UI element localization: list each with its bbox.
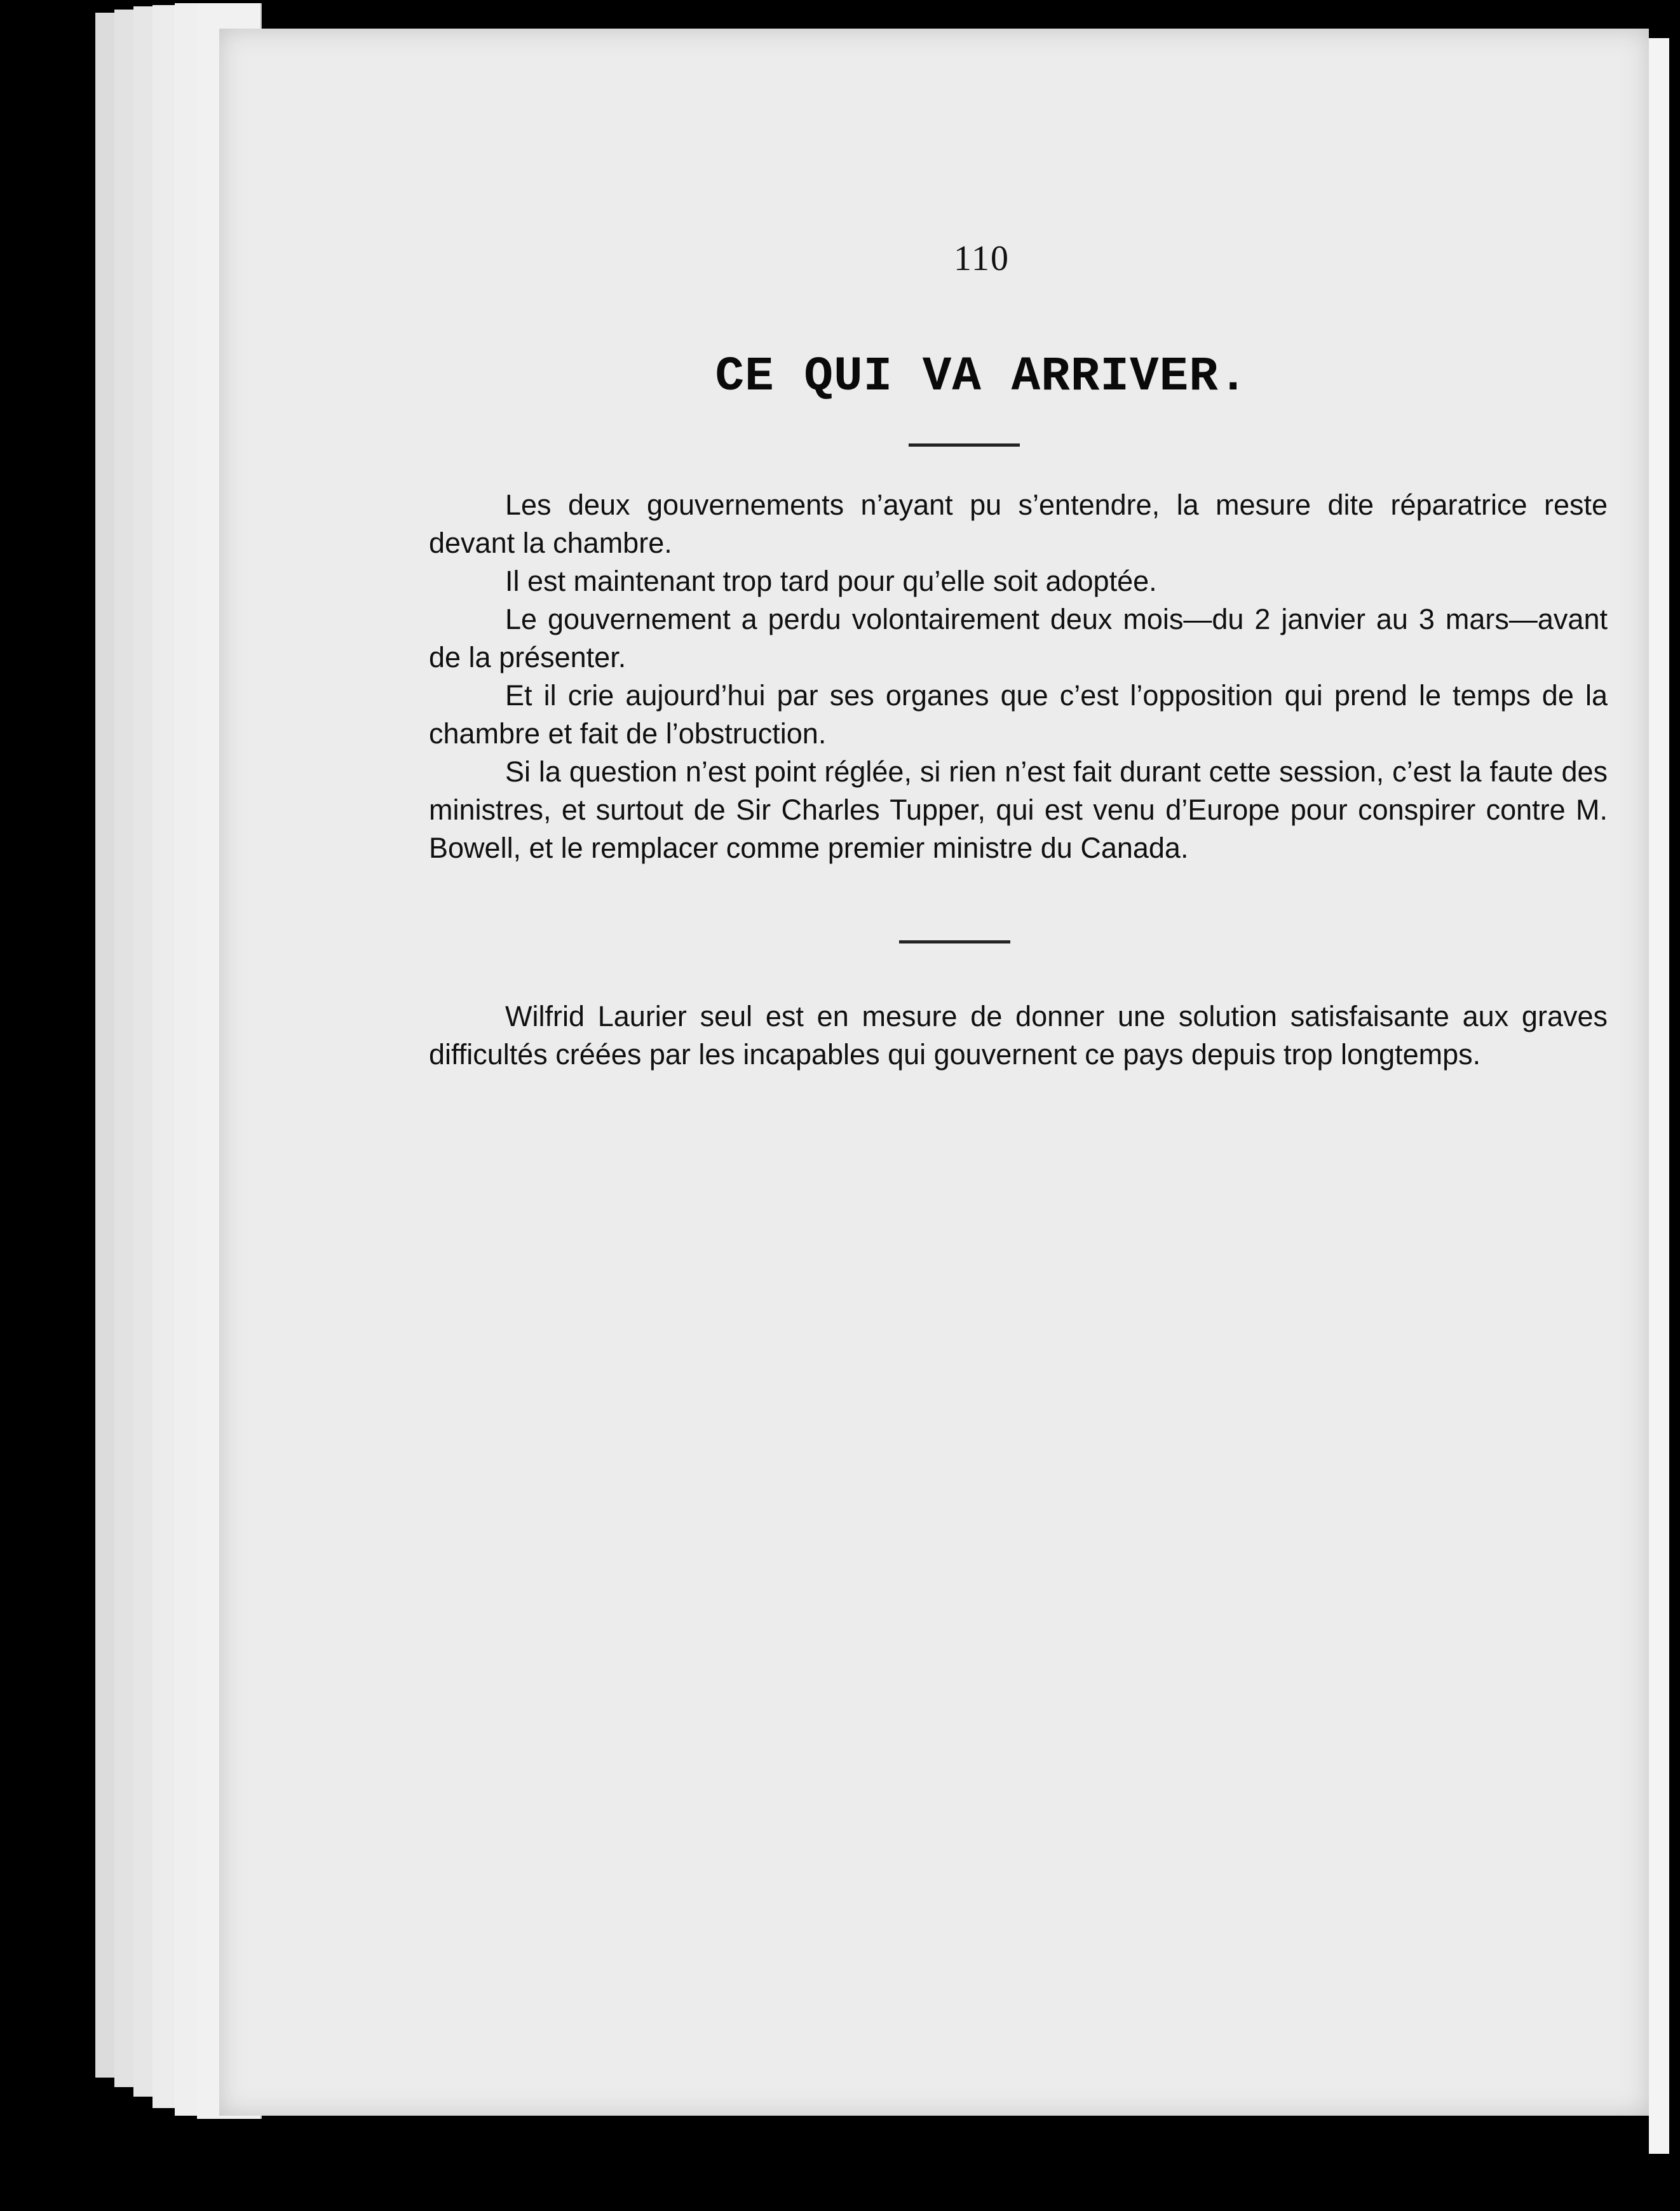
closing-text: [429, 997, 1608, 1074]
closing-paragraph: Wilfrid Laurier seul est en mesure de donner une solution satisfaisante aux graves difficultés créées par les incapables qui gouvernent ce pays depuis trop longtemps.: [429, 1000, 1608, 1071]
document-page: [219, 29, 1649, 2116]
separator-rule: [909, 443, 1020, 447]
paragraph: Il est maintenant trop tard pour qu’elle soit adoptée.: [505, 565, 1157, 597]
paragraph: Si la question n’est point réglée, si rien n’est fait durant cette session, c’est la faute des ministres, et surtout de Sir Charles Tupper, qui est venu d’Europe pour conspirer contre M. Bowell, et le remplacer comme premier ministre du Canada.: [429, 755, 1608, 864]
separator-rule: [899, 940, 1010, 943]
page-number: 110: [954, 239, 1010, 278]
body-text: [429, 486, 1608, 867]
page-title: CE QUI VA ARRIVER.: [715, 349, 1249, 404]
paragraph: Les deux gouvernements n’ayant pu s’entendre, la mesure dite réparatrice reste devant la chambre.: [429, 489, 1608, 559]
paragraph: Le gouvernement a perdu volontairement deux mois—du 2 janvier au 3 mars—avant de la présenter.: [429, 603, 1608, 673]
paragraph: Et il crie aujourd’hui par ses organes que c’est l’opposition qui prend le temps de la chambre et fait de l’obstruction.: [429, 679, 1608, 750]
facing-page-edge: [1649, 38, 1669, 2154]
